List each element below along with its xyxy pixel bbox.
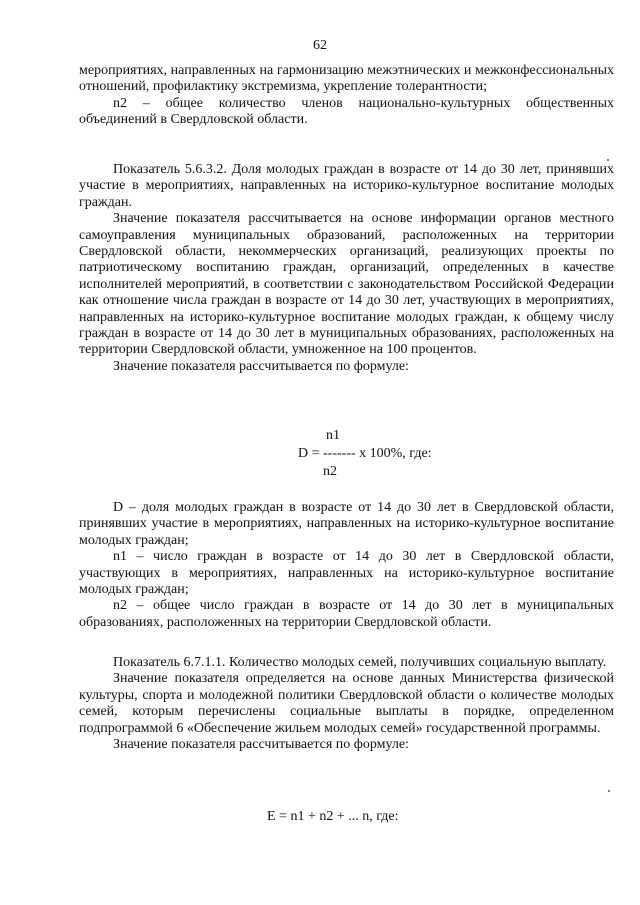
indicator-5-6-3-2-title: Показатель 5.6.3.2. Доля молодых граждан в возрасте от 14 до 30 лет, принявших участие в мероприятиях, направленных на историко-культурное воспитание молодых граждан. xyxy=(79,162,614,210)
definition-n2: n2 – общее число граждан в возрасте от 14 до 30 лет в муниципальных образованиях, расположенных на территории Свердловской области. xyxy=(79,598,614,630)
indicator-6-7-1-1-title: Показатель 6.7.1.1. Количество молодых семей, получивших социальную выплату. xyxy=(113,655,607,670)
indicator-5-6-3-2-block xyxy=(79,162,614,375)
indicator-6-7-1-1-block xyxy=(79,655,614,753)
formula-e-main: E = n1 + n2 + ... n, где: xyxy=(267,809,399,824)
continuation-block xyxy=(79,63,614,129)
indicator-5-6-3-2-description: Значение показателя рассчитывается на основе информации органов местного самоуправления муниципальных образований, расположенных на территории Свердловской области, некоммерческих организаций, реализующих проекты по патриотическому воспитанию граждан, организаций, определенных в качестве исполнителей мероприятий, в соответствии с законодательством Российской Федерации как отношение числа граждан в возрасте от 14 до 30 лет, участвующих в мероприятиях, направленных на историко-культурное воспитание молодых граждан, к общему числу граждан в возрасте от 14 до 30 лет в муниципальных образованиях, расположенных на территории Свердловской области, умноженное на 100 процентов. xyxy=(79,211,614,358)
scan-speck xyxy=(607,159,609,161)
indicator-6-7-1-1-description: Значение показателя определяется на основе данных Министерства физической культуры, спорта и молодежной политики Свердловской области о количестве молодых семей, которым перечислены социальные выплаты в порядке, определенном подпрограммой 6 «Обеспечение жильем молодых семей» государственной программы. xyxy=(79,671,614,736)
formula-d-definitions xyxy=(79,500,614,631)
formula-d-main: D = ------- x 100%, где: xyxy=(298,446,432,461)
formula-intro-1: Значение показателя рассчитывается по формуле: xyxy=(113,358,409,374)
definition-n2-members: n2 – общее количество членов национально-культурных общественных объединений в Свердловской области. xyxy=(79,95,614,128)
scan-speck xyxy=(608,790,610,792)
definition-d: D – доля молодых граждан в возрасте от 14 до 30 лет в Свердловской области, принявших участие в мероприятиях, направленных на историко-культурное воспитание молодых граждан; xyxy=(79,500,614,548)
definition-n1: n1 – число граждан в возрасте от 14 до 30 лет в Свердловской области, участвующих в мероприятиях, направленных на историко-культурное воспитание молодых граждан; xyxy=(79,549,614,598)
formula-intro-2: Значение показателя рассчитывается по формуле: xyxy=(113,737,409,753)
formula-d-numerator: n1 xyxy=(326,428,340,443)
continuation-paragraph: мероприятиях, направленных на гармонизацию межэтнических и межконфессиональных отношений, профилактику экстремизма, укрепление толерантности; xyxy=(79,63,614,95)
page-number: 62 xyxy=(313,38,327,53)
formula-d-denominator: n2 xyxy=(323,464,337,479)
